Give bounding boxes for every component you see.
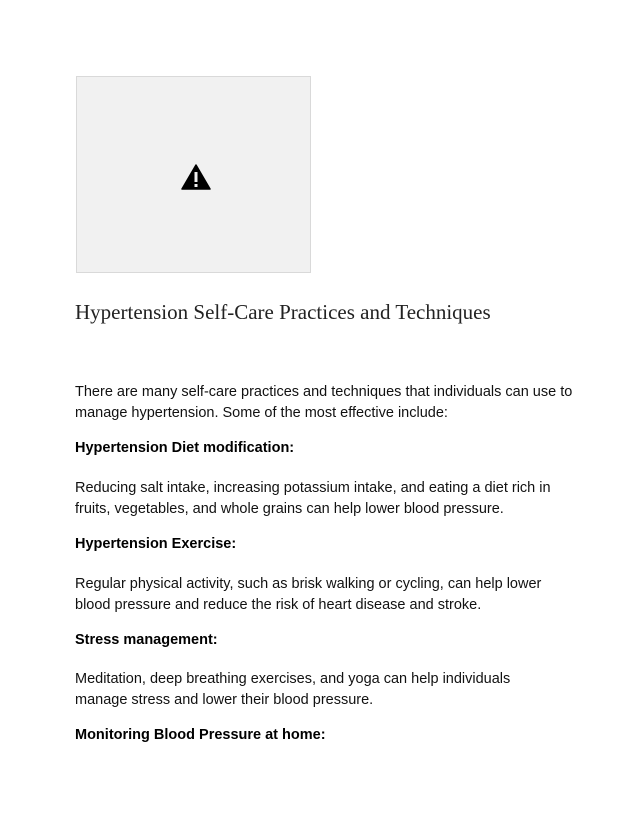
- section-heading-monitoring: Monitoring Blood Pressure at home:: [75, 727, 326, 743]
- section-text-diet: Reducing salt intake, increasing potassium intake, and eating a diet rich in fruits, vegetables, and whole grains can help lower blood pressure.: [75, 480, 551, 517]
- broken-image-placeholder: [76, 76, 311, 273]
- intro-paragraph: There are many self-care practices and techniques that individuals can use to manage hypertension. Some of the most effective include:: [75, 384, 573, 421]
- warning-triangle-icon: [181, 164, 211, 190]
- section-text-stress: Meditation, deep breathing exercises, and yoga can help individuals manage stress and lower their blood pressure.: [75, 671, 511, 708]
- section-heading-exercise: Hypertension Exercise:: [75, 536, 237, 552]
- section-heading-stress: Stress management:: [75, 632, 218, 648]
- page-title: Hypertension Self-Care Practices and Techniques: [75, 300, 491, 324]
- section-text-exercise: Regular physical activity, such as brisk walking or cycling, can help lower blood pressure and reduce the risk of heart disease and stroke.: [75, 576, 542, 613]
- section-heading-diet: Hypertension Diet modification:: [75, 440, 295, 456]
